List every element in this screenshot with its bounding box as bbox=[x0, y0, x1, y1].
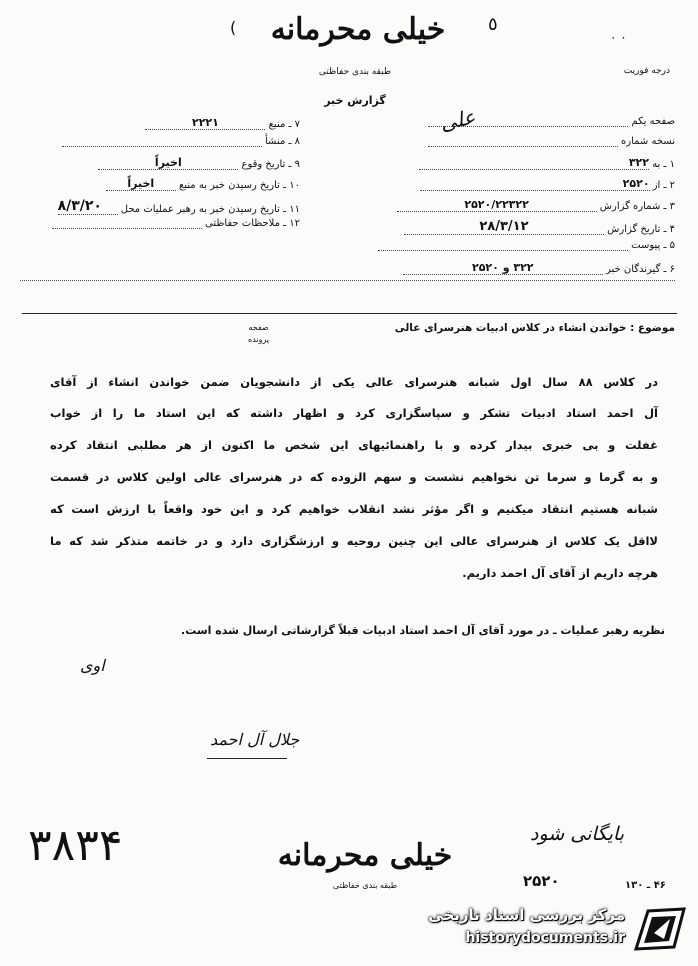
field-copy-number: نسخه شماره bbox=[355, 136, 675, 147]
body-line: غفلت و بی خبری بیدار کرده و با راهنمائیهای این شخص ما اکنون از هر مطلبی انتقاد کرده bbox=[50, 438, 658, 452]
body-line: هرچه داریم از آقای آل احمد داریم. bbox=[462, 566, 658, 580]
body-line: و به گرما و سرما تن نخواهیم نشست و سهم الزوده که در هنرسرای عالی اولین کلاس در قسمت bbox=[50, 470, 658, 484]
top-mark-right: ٥ bbox=[488, 14, 498, 35]
field-attachment: ۵ ـ پیوست bbox=[355, 240, 675, 251]
top-mark-left: ( bbox=[230, 18, 237, 37]
leader-note: نظریه رهبر عملیات ـ در مورد آقای آل احمد استاد ادبیات قبلاً گزارشاتی ارسال شده است. bbox=[181, 624, 665, 637]
subject-line: موضوع : خواندن انشاء در کلاس ادبیات هنرسرای عالی bbox=[394, 322, 675, 334]
classification-subtitle-top: طبقه بندی حفاظتی bbox=[318, 67, 392, 77]
field-protection-notes: ۱۲ ـ ملاحظات حفاظتی bbox=[0, 218, 300, 229]
handwritten-number: ۳۸۳۴ bbox=[28, 820, 123, 871]
signature-underline bbox=[207, 758, 287, 759]
field-news-to-source-date: ۱۰ ـ تاریخ رسیدن خبر به منبع اخیراً bbox=[0, 177, 300, 191]
field-report-date: ۴ ـ تاریخ گزارش ۲۸/۳/۱۲ bbox=[355, 219, 675, 235]
field-recipients: ۶ ـ گیرندگان خبر ۳۲۲ و ۲۵۲۰ bbox=[355, 261, 675, 275]
field-dotted-rule bbox=[20, 280, 675, 281]
field-from: ۲ ـ از ۲۵۲۰ bbox=[355, 177, 675, 191]
field-page: صفحه یکم bbox=[355, 116, 675, 127]
field-news-to-leader-date: ۱۱ ـ تاریخ رسیدن خبر به رهبر عملیات محل ۸/۳/۲۰ bbox=[57, 198, 300, 215]
handwritten-scrawl: علی bbox=[437, 104, 478, 136]
watermark-title: مرکز بررسی اسناد تاریخی bbox=[428, 906, 625, 924]
subject-text: خواندن انشاء در کلاس ادبیات هنرسرای عالی bbox=[394, 322, 627, 334]
page-number: ۴۶ ـ ۱۳۰ bbox=[625, 880, 666, 891]
body-line: آل احمد استاد ادبیات تشکر و سپاسگزاری کرد و اظهار داشته که این استاد ما را از خواب bbox=[50, 406, 658, 420]
body-line: لااقل یک کلاس از هنرسرای عالی این چنین روحیه و ارزشگزاری دارد و در خاتمه متذکر شد که ما bbox=[50, 534, 658, 548]
watermark-url: historydocuments.ir bbox=[465, 930, 625, 946]
section-box: صفحه پرونده bbox=[248, 323, 270, 344]
classification-subtitle-bottom: طبقه بندی حفاظتی bbox=[332, 881, 398, 890]
classification-stamp-bottom: خیلی محرمانه bbox=[277, 838, 453, 873]
body-line: شبانه هستیم انتقاد میکنیم و اگر مؤثر نشد انقلاب خواهیم کرد و این خود واقعاً با ارزش است که bbox=[50, 502, 658, 516]
field-source: ۷ ـ منبع ۲۲۲۱ bbox=[0, 116, 300, 130]
archive-logo-icon bbox=[630, 903, 688, 959]
top-mark-far: ۰ ۰ bbox=[610, 30, 627, 44]
archive-number: ۲۵۲۰ bbox=[523, 872, 560, 890]
divider bbox=[22, 313, 677, 314]
field-to: ۱ ـ به ۳۲۲ bbox=[355, 156, 675, 170]
priority-label: درجه فوریت bbox=[623, 66, 670, 76]
name-signature: جلال آل احمد bbox=[210, 730, 300, 749]
field-report-number: ۳ ـ شماره گزارش ۲۵۲۰/۲۲۳۲۲ bbox=[355, 198, 675, 212]
field-occurrence-date: ۹ ـ تاریخ وقوع اخیراً bbox=[0, 156, 300, 170]
body-line: در کلاس ۸۸ سال اول شبانه هنرسرای عالی یکی از دانشجویان ضمن خواندن انشاء از آقای bbox=[50, 375, 658, 389]
archive-note: بایگانی شود bbox=[530, 823, 625, 845]
field-origin: ۸ ـ منشأ bbox=[0, 136, 300, 147]
classification-stamp-top: خیلی محرمانه bbox=[270, 12, 446, 47]
report-title: گزارش خبر bbox=[324, 94, 386, 107]
initial-signature: اوی bbox=[80, 656, 105, 675]
